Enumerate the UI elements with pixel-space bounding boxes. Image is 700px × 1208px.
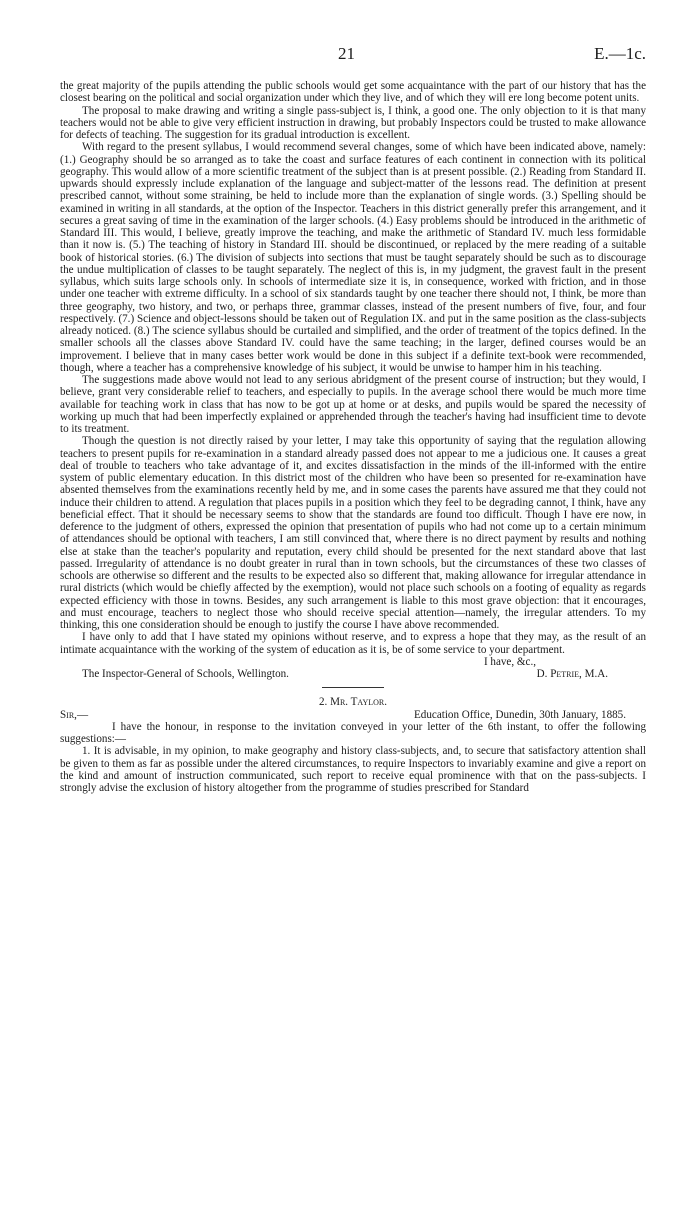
- dateline: Education Office, Dunedin, 30th January, 1885.: [414, 708, 626, 721]
- salutation: Sir,—: [60, 708, 89, 721]
- signature-line: [60, 668, 646, 680]
- section-divider: [322, 687, 384, 688]
- page-number: 21: [338, 44, 355, 63]
- salutation-line: [60, 709, 646, 721]
- closing-phrase: I have, &c.,: [483, 655, 536, 668]
- letter-intro: I have the honour, in response to the invitation conveyed in your letter of the 6th instant, to offer the following suggestions:—: [60, 720, 646, 745]
- document-body: [60, 80, 646, 794]
- document-reference: E.—1c.: [594, 44, 646, 63]
- page-header: [60, 44, 646, 66]
- letter-point-1: 1. It is advisable, in my opinion, to make geography and history class-subjects, and, to secure that satisfactory attention shall be given to them as far as possible under the altered circumstances, to require Inspectors to invariably examine and give a report on the kind and amount of instruction communicated, such report to receive equal prominence with that on the pass-subjects. I strongly advise the exclusion of history altogether from the programme of studies prescribed for Standard: [60, 745, 646, 794]
- paragraph-re-examination: Though the question is not directly raised by your letter, I may take this opportunity of saying that the regulation allowing teachers to present pupils for re-examination in a standard already passed does not appear to me a judicious one. It causes a great deal of trouble to teachers who take advantage of it, and excites dissatisfaction in the minds of the ill-informed with the entire system of public elementary education. In this district most of the children who have been so presented for re-examination have absented themselves from the examinations recently held by me, and in some cases the parents have assured me that they could not induce their children to attend. A regulation that places pupils in a position which they feel to be degrading cannot, I think, have any beneficial effect. That it should be necessary seems to show that the standards are found too difficult. Though I have ere now, in deference to the judgment of others, expressed the opinion that presentation of pupils who had not come up to a certain minimum of attendances should be optional with teachers, I am still convinced that, where there is no direct payment by results and nothing else at stake than the teacher's popularity and reputation, every child should be presented for the next standard above that last passed. Irregularity of attendance is no doubt greater in rural than in town schools, but the circumstances of these two classes of schools are otherwise so different and the results to be expected also so different that, making allowance for irregular attendance in rural districts (which would be chiefly affected by the exemption), would not place such schools on a footing of equality as regards expected efficiency with those in towns. Besides, any such arrangement is liable to this most grave objection: that it encourages, and must encourage, teachers to neglect those who should receive special attention—namely, the irregular attenders. To my thinking, this one consideration should be enough to justify the course I have above recommended.: [60, 435, 646, 631]
- closing-line: [60, 656, 646, 668]
- paragraph-suggestions: The suggestions made above would not lead to any serious abridgment of the present course of instruction; but they would, I believe, grant very considerable relief to teachers, and especially to pupils. In the average school there would be much more time available for teaching work in class that has now to be got up at home or at desks, and pupils would be spared the necessity of working up much that had been imperfectly explained or apprehended through the teacher's having had insufficient time to devote to its treatment.: [60, 374, 646, 435]
- paragraph-drawing-writing: The proposal to make drawing and writing a single pass-subject is, I think, a good one. The only objection to it is that many teachers would not be able to give very efficient instruction in drawing, but probably Inspectors could be trusted to make allowance for defects of teaching. The suggestion for its gradual introduction is excellent.: [60, 104, 646, 141]
- section-heading: 2. Mr. Taylor.: [318, 696, 387, 709]
- paragraph-syllabus-changes: With regard to the present syllabus, I would recommend several changes, some of which have been indicated above, namely: (1.) Geography should be so arranged as to take the coast and surface features of each continent in connection with its political geography. This would allow of a more scientific treatment of the subject than is at present possible. (2.) Reading from Standard II. upwards should expressly include explanation of the language and subject-matter of the lessons read. The definition at present prescribed cannot, without some straining, be held to include more than the explanation of single words. (3.) Spelling should be examined in writing in all standards, at the option of the Inspector. Teachers in this district generally prefer this arrangement, and it secures a great saving of time in the examination of the larger schools. (4.) Easy problems should be introduced in the arithmetic of Standard III. This would, I believe, greatly improve the teaching, and make the arithmetic of Standard IV. much less formidable than it now is. (5.) The teaching of history in Standard III. should be discontinued, or replaced by the mere reading of a suitable book of historical stories. (6.) The division of subjects into sections that must be taught separately should be such as to discourage the undue multiplication of classes to be taught separately. The neglect of this is, in my judgment, the gravest fault in the present syllabus, which suits large schools only. In schools of intermediate size it is, in consequence, worked with friction, and in those under one teacher with extreme difficulty. In a school of six standards taught by one teacher there should not, I think, be more than three geography, two history, and two, or perhaps three, grammar classes, instead of the present numbers of five, four, and four respectively. (7.) Science and object-lessons should be taken out of Regulation IX. and put in the same position as the class-subjects already noticed. (8.) The science syllabus should be curtailed and simplified, and the order of treatment of the topics defined. In the smaller schools all the classes above Standard IV. could have the same teaching; in the larger, defined courses would be an improvement. I believe that in many cases better work would be done in this subject if a definite text-book were recommended, though, where a teacher has a comprehensive knowledge of his subject, it would be unwise to hamper him in his teaching.: [60, 141, 646, 374]
- signatory-name: D. Petrie, M.A.: [536, 668, 608, 680]
- paragraph-conclusion: I have only to add that I have stated my opinions without reserve, and to express a hope that they may, as the result of an intimate acquaintance with the working of the system of education as it is, be of some service to your department.: [60, 631, 646, 656]
- paragraph-continuation: the great majority of the pupils attending the public schools would get some acquaintance with the part of our history that has the closest bearing on the political and social organization under which they live, and of which they will ere long become potent units.: [60, 80, 646, 105]
- addressee: The Inspector-General of Schools, Wellington.: [82, 668, 289, 680]
